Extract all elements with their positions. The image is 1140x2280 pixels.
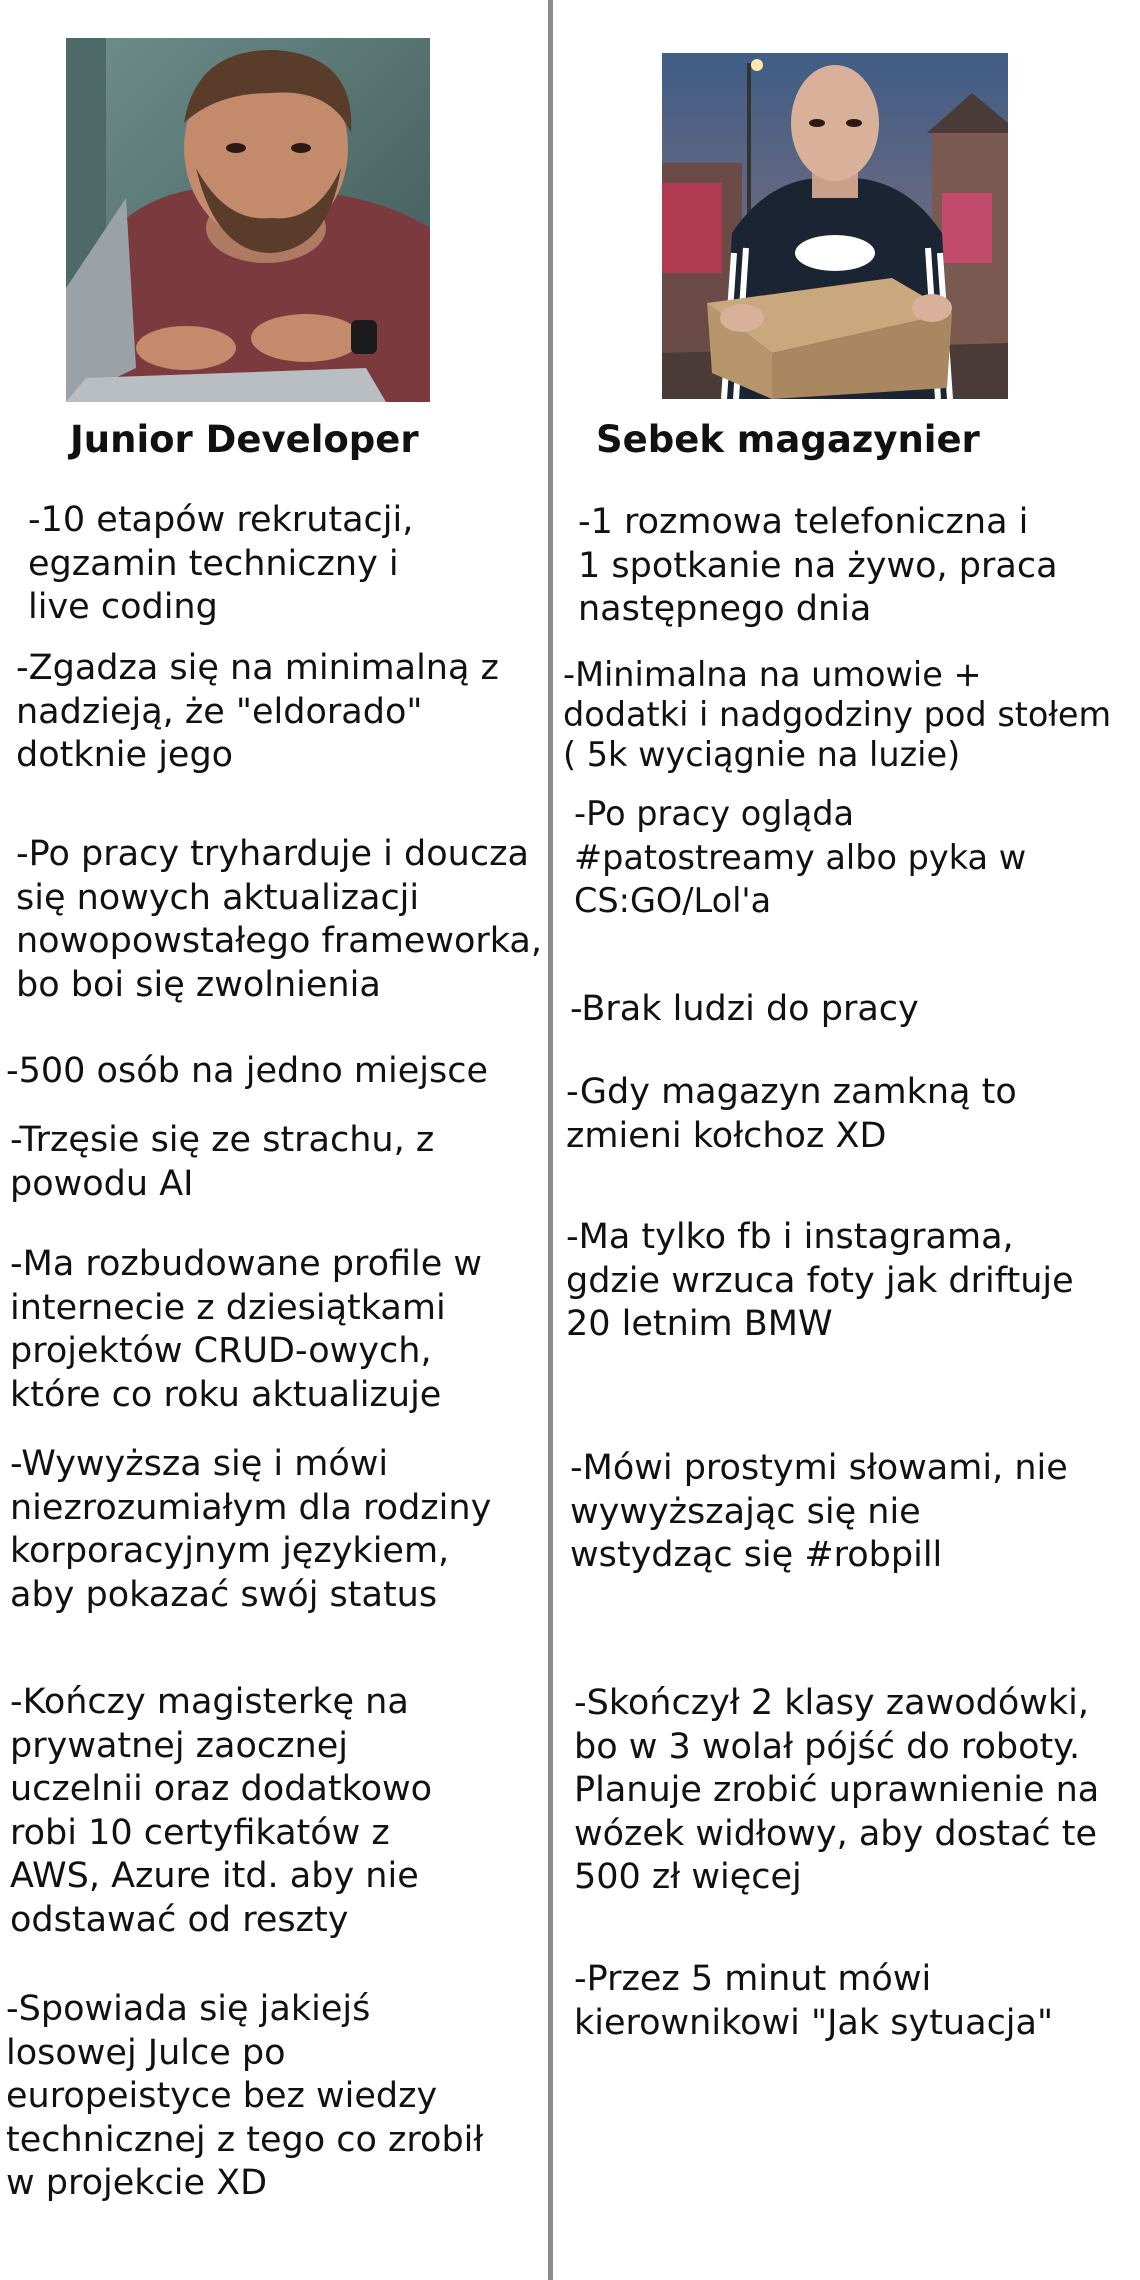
left-item: -Trzęsie się ze strachu, z powodu AI xyxy=(10,1120,435,1204)
left-item: -Ma rozbudowane profile w internecie z dziesiątkami projektów CRUD-owych, które co roku aktualizuje xyxy=(10,1244,483,1415)
left-item: -Spowiada się jakiejś losowej Julce po europeistyce bez wiedzy technicznej z tego co zrobił w projekcie XD xyxy=(6,1989,484,2203)
right-item: -1 rozmowa telefoniczna i 1 spotkanie na żywo, praca następnego dnia xyxy=(578,502,1058,629)
left-column-title: Junior Developer xyxy=(70,418,419,461)
right-item: -Mówi prostymi słowami, nie wywyższając się nie wstydząc się #robpill xyxy=(570,1448,1068,1575)
left-item: -Wywyższa się i mówi niezrozumiałym dla rodziny korporacyjnym językiem, aby pokazać swój status xyxy=(10,1444,492,1615)
right-item: -Przez 5 minut mówi kierownikowi "Jak sytuacja" xyxy=(574,1959,1054,2043)
programmer-photo-icon xyxy=(66,38,430,402)
right-item: -Gdy magazyn zamkną to zmieni kołchoz XD xyxy=(566,1072,1017,1156)
left-item: -500 osób na jedno miejsce xyxy=(6,1051,489,1091)
warehouse-worker-photo xyxy=(662,53,1008,399)
left-item: -Zgadza się na minimalną z nadzieją, że "eldorado" dotknie jego xyxy=(16,648,499,775)
right-item: -Skończył 2 klasy zawodówki, bo w 3 wolał pójść do roboty. Planuje zrobić uprawnienie na wózek widłowy, aby dostać te 500 zł więcej xyxy=(574,1683,1100,1897)
warehouse-worker-photo-icon xyxy=(662,53,1008,399)
left-item: -10 etapów rekrutacji, egzamin techniczny i live coding xyxy=(28,500,414,627)
junior-developer-photo xyxy=(66,38,430,402)
column-divider xyxy=(548,0,553,2280)
right-item: -Po pracy ogląda #patostreamy albo pyka w CS:GO/Lol'a xyxy=(574,794,1027,920)
right-item: -Brak ludzi do pracy xyxy=(570,989,919,1029)
left-item: -Po pracy tryharduje i doucza się nowych aktualizacji nowopowstałego frameworka, bo boi się zwolnienia xyxy=(16,834,542,1005)
right-item: -Minimalna na umowie + dodatki i nadgodziny pod stołem ( 5k wyciągnie na luzie) xyxy=(563,655,1112,774)
left-item: -Kończy magisterkę na prywatnej zaocznej uczelnii oraz dodatkowo robi 10 certyfikatów z AWS, Azure itd. aby nie odstawać od reszty xyxy=(10,1682,433,1940)
right-item: -Ma tylko fb i instagrama, gdzie wrzuca foty jak driftuje 20 letnim BMW xyxy=(566,1217,1074,1344)
right-column-title: Sebek magazynier xyxy=(596,418,980,461)
